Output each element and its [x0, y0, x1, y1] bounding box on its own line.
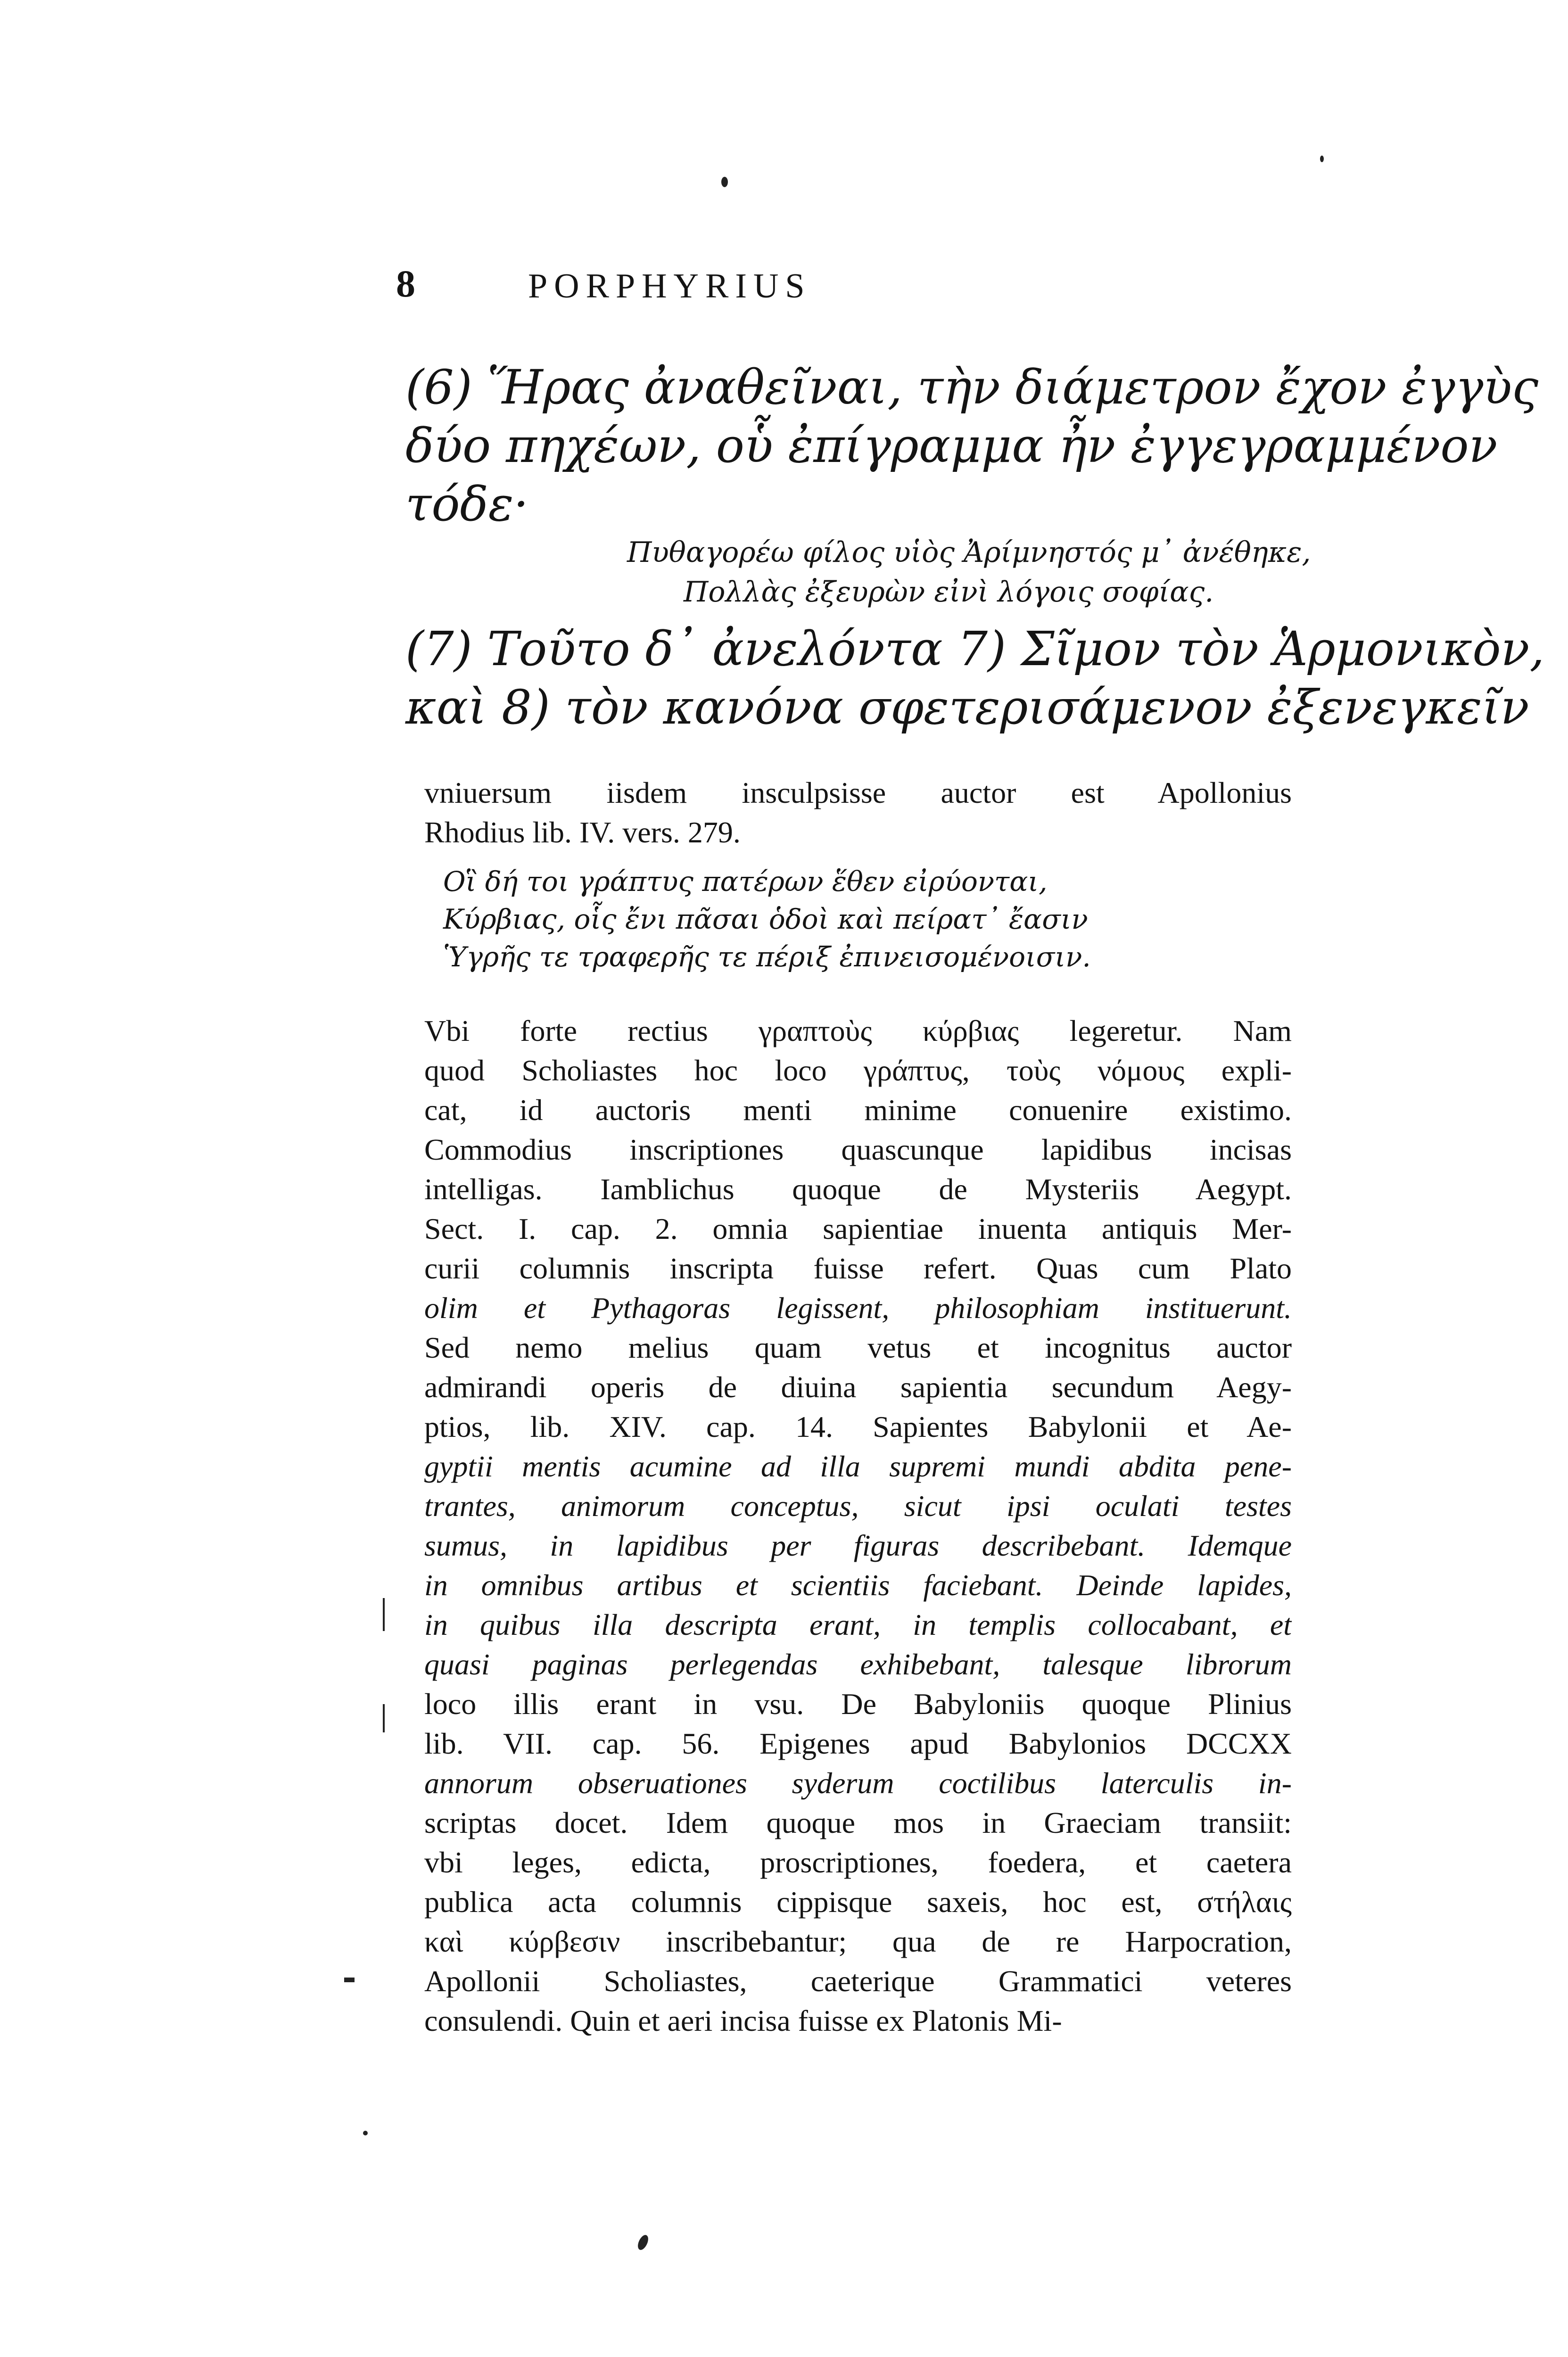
- ink-speck: [363, 2131, 368, 2135]
- page-number: 8: [396, 262, 416, 305]
- note-intro: [424, 773, 1292, 852]
- note-line: in quibus illa descripta erant, in templis collocabant, et: [424, 1608, 1292, 1641]
- note-line: lib. VII. cap. 56. Epigenes apud Babylonios DCCXX: [424, 1727, 1292, 1760]
- note-line: ptios, lib. XIV. cap. 14. Sapientes Babylonii et Ae-: [424, 1410, 1292, 1443]
- note-line: in omnibus artibus et scientiis faciebant. Deinde lapides,: [424, 1568, 1292, 1602]
- note-line: quod Scholiastes hoc loco γράπτυς, τοὺς νόμους expli-: [424, 1054, 1292, 1087]
- note-line: gyptii mentis acumine ad illa supremi mundi abdita pene-: [424, 1450, 1292, 1483]
- note-line: intelligas. Iamblichus quoque de Mysteriis Aegypt.: [424, 1172, 1292, 1206]
- note-line: Apollonii Scholiastes, caeterique Grammatici veteres: [424, 1964, 1292, 1998]
- note-line: cat, id auctoris menti minime conuenire existimo.: [424, 1093, 1292, 1127]
- note-line: publica acta columnis cippisque saxeis, hoc est, στήλαις: [424, 1885, 1292, 1919]
- greek-paragraph-7-line-2: καὶ 8) τὸν κανόνα σφετερισάμενον ἐξενεγκεῖν: [405, 680, 1529, 735]
- note-verse-line-1: Οἳ δή τοι γράπτυς πατέρων ἕθεν εἰρύονται,: [443, 865, 1048, 898]
- note-line: Sed nemo melius quam vetus et incognitus auctor: [424, 1331, 1292, 1364]
- note-verse-line-3: Ὑγρῆς τε τραφερῆς τε πέριξ ἐπινεισομένοισιν.: [443, 941, 1091, 973]
- note-body: [424, 1011, 1292, 2041]
- greek-paragraph-7-line-1: (7) Τοῦτο δ᾽ ἀνελόντα 7) Σῖμον τὸν Ἁρμονικὸν,: [405, 621, 1545, 676]
- note-line: Sect. I. cap. 2. omnia sapientiae inuenta antiquis Mer-: [424, 1212, 1292, 1245]
- running-title: PORPHYRIUS: [528, 267, 811, 305]
- greek-paragraph-6-line-1: (6) Ἥρας ἀναθεῖναι, τὴν διάμετρον ἔχον ἐγγὺς: [405, 360, 1539, 415]
- margin-mark: [383, 1704, 385, 1732]
- ink-speck: [1320, 156, 1324, 162]
- note-line: admirandi operis de diuina sapientia secundum Aegy-: [424, 1370, 1292, 1404]
- ink-speck: [721, 177, 728, 187]
- note-line: consulendi. Quin et aeri incisa fuisse ex Platonis Mi-: [424, 2004, 1062, 2037]
- note-line: vbi leges, edicta, proscriptiones, foedera, et caetera: [424, 1846, 1292, 1879]
- note-intro-line-1: vniuersum iisdem insculpsisse auctor est Apollonius: [424, 776, 1292, 809]
- greek-paragraph-6-line-2: δύο πηχέων, οὗ ἐπίγραμμα ἦν ἐγγεγραμμένον: [405, 418, 1498, 473]
- greek-paragraph-6-line-3: τόδε·: [405, 477, 529, 532]
- ink-speck: [636, 2233, 651, 2251]
- note-line: Vbi forte rectius γραπτοὺς κύρβιας legeretur. Nam: [424, 1014, 1292, 1047]
- note-line: olim et Pythagoras legissent, philosophiam instituerunt.: [424, 1291, 1292, 1325]
- note-line: trantes, animorum conceptus, sicut ipsi oculati testes: [424, 1489, 1292, 1523]
- epigram-line-1: Πυθαγορέω φίλος υἱὸς Ἀρίμνηστός μ᾽ ἀνέθηκε,: [627, 536, 1311, 569]
- note-line: sumus, in lapidibus per figuras describebant. Idemque: [424, 1529, 1292, 1562]
- note-line: Commodius inscriptiones quascunque lapidibus incisas: [424, 1133, 1292, 1166]
- note-intro-line-2: Rhodius lib. IV. vers. 279.: [424, 816, 741, 849]
- note-line: scriptas docet. Idem quoque mos in Graeciam transiit:: [424, 1806, 1292, 1839]
- note-verse-line-2: Κύρβιας, οἷς ἔνι πᾶσαι ὁδοὶ καὶ πείρατ᾽ ἔασιν: [443, 903, 1088, 935]
- note-line: loco illis erant in vsu. De Babyloniis quoque Plinius: [424, 1687, 1292, 1721]
- margin-mark: [344, 1978, 355, 1982]
- note-line: annorum obseruationes syderum coctilibus laterculis in-: [424, 1766, 1292, 1800]
- note-line: καὶ κύρβεσιν inscribebantur; qua de re Harpocration,: [424, 1925, 1292, 1958]
- margin-mark: [383, 1598, 385, 1631]
- note-line: quasi paginas perlegendas exhibebant, talesque librorum: [424, 1648, 1292, 1681]
- note-line: curii columnis inscripta fuisse refert. Quas cum Plato: [424, 1252, 1292, 1285]
- epigram-line-2: Πολλὰς ἐξευρὼν εἰνὶ λόγοις σοφίας.: [684, 576, 1214, 609]
